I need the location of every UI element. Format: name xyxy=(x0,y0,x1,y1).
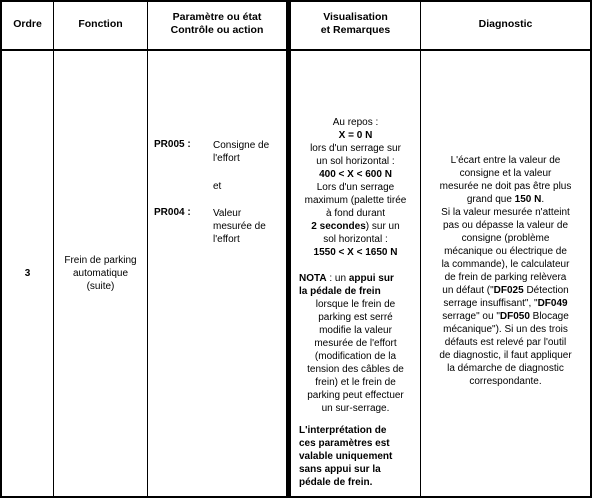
visualisation-interpretation: L'interprétation de ces paramètres est valable uniquement sans appui sur la pédale de frein. xyxy=(299,425,393,488)
visualisation-nota-body: lorsque le frein de parking est serré modifie la valeur mesurée de l'effort (modification de la tension des câbles de frein) et le frein de parking peut effectuer un sur-serrage. xyxy=(307,299,404,414)
param-code-pr004: PR004 : xyxy=(154,207,191,218)
column-divider-2 xyxy=(147,0,148,498)
table-bottom-border xyxy=(0,496,592,498)
param-connector-et: et xyxy=(213,181,222,192)
header-ordre: Ordre xyxy=(13,18,42,30)
table-left-border xyxy=(0,0,2,498)
param-desc-pr005: Consigne de l'effort xyxy=(213,140,270,164)
table-top-border xyxy=(0,0,592,2)
row-ordre: 3 xyxy=(24,268,31,279)
param-code-pr005: PR005 : xyxy=(154,139,191,150)
header-diagnostic: Diagnostic xyxy=(478,18,533,30)
param-desc-pr004: Valeur mesurée de l'effort xyxy=(213,208,266,245)
header-separator xyxy=(0,49,592,51)
header-visualisation: Visualisation et Remarques xyxy=(320,11,391,36)
header-parametre: Paramètre ou état Contrôle ou action xyxy=(170,11,264,36)
header-fonction: Fonction xyxy=(78,18,123,30)
row-fonction: Frein de parking automatique (suite) xyxy=(64,255,137,292)
diagnostic-text: L'écart entre la valeur de consigne et la valeur mesurée ne doit pas être plus grand que 150 N. Si la valeur mesurée n'atteint pas ou dépasse la valeur de consigne (problème mécanique ou électrique de la commande), le calculateur de frein de parking relèvera un défaut ("DF025 Détection serrage insuffisant", "DF049 serrage" ou "DF050 Blocage mécanique"). Si un des trois défauts est relevé par l'outil de diagnostic, il faut appliquer la démarche de diagnostic correspondante. xyxy=(439,155,572,387)
column-divider-1 xyxy=(53,0,54,498)
visualisation-nota: NOTA : un appui sur la pédale de frein xyxy=(299,273,394,297)
visualisation-values: Au repos : X = 0 N lors d'un serrage sur un sol horizontal : 400 < X < 600 N Lors d'un serrage maximum (palette tirée à fond durant 2 secondes) sur un sol horizontal : 1550 < X < 1650 N xyxy=(304,117,407,258)
